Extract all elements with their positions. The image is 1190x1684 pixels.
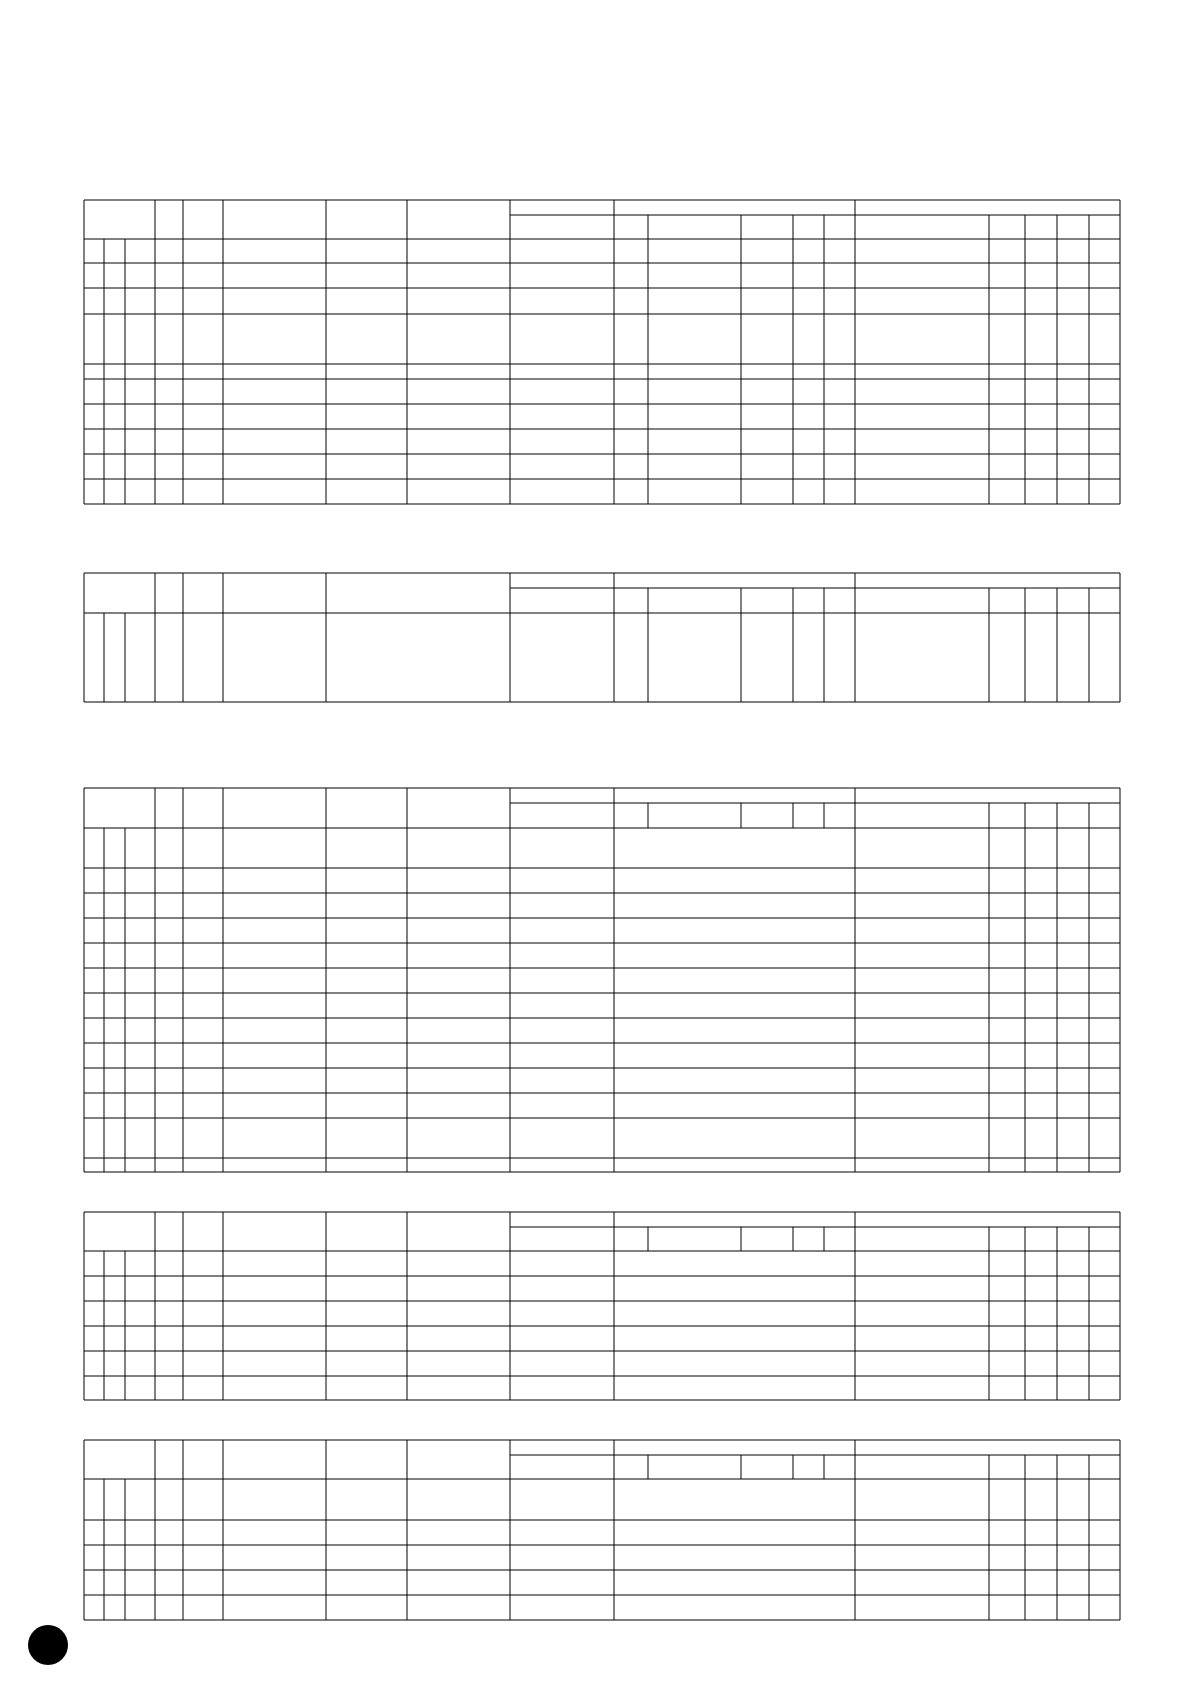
table-2	[84, 573, 1120, 702]
table-3	[84, 788, 1120, 1172]
table-4	[84, 1212, 1120, 1400]
page-number-marker	[28, 1625, 68, 1665]
table-5	[84, 1440, 1120, 1620]
table-1	[84, 200, 1120, 504]
